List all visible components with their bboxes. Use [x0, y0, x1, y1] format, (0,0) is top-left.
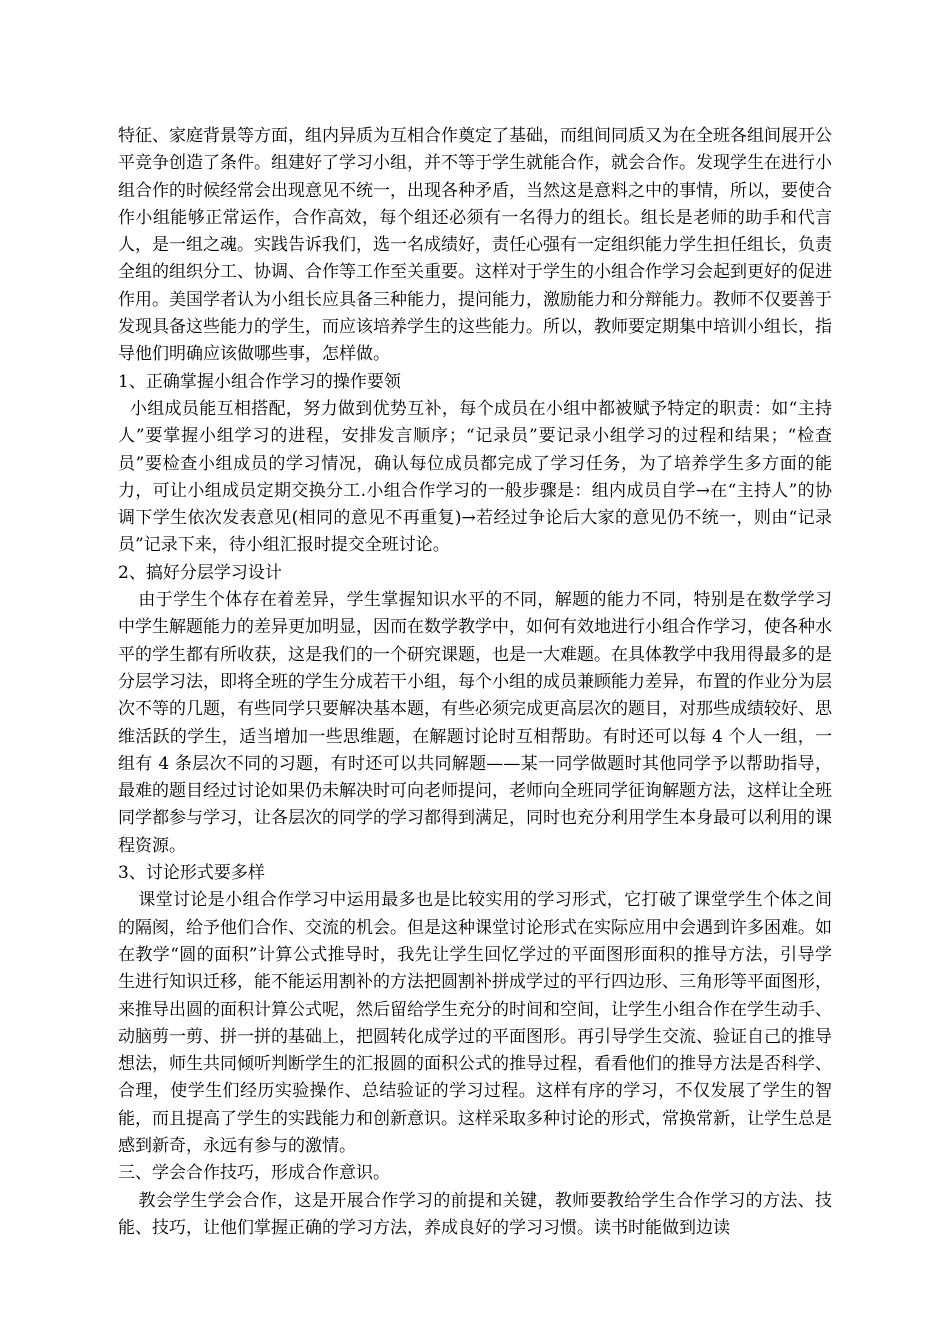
body-paragraph: 由于学生个体存在着差异，学生掌握知识水平的不同，解题的能力不同，特别是在数学学习中学生解题能力的差异更加明显，因而在数学教学中，如何有效地进行小组合作学习，使各种水平的学生都有所收获，这是我们的一个研究课题，也是一大难题。在具体教学中我用得最多的是分层学习法，即将全班的学生分成若干小组，每个小组的成员兼顾能力差异，布置的作业分为层次不等的几题，有些同学只要解决基本题，有些必须完成更高层次的题目，对那些成绩较好、思维活跃的学生，适当增加一些思维题，在解题讨论时互相帮助。有时还可以每 4 个人一组，一组有 4 条层次不同的习题，有时还可以共同解题——某一同学做题时其他同学予以帮助指导，最难的题目经过讨论如果仍未解决时可向老师提问，老师向全班同学征询解题方法，这样让全班同学都参与学习，让各层次的同学的学习都得到满足，同时也充分利用学生本身最可以利用的课程资源。	[118, 590, 832, 856]
body-paragraph: 特征、家庭背景等方面，组内异质为互相合作奠定了基础，而组间同质又为在全班各组间展开公平竞争创造了条件。组建好了学习小组，并不等于学生就能合作，就会合作。发现学生在进行小组合作的时候经常会出现意见不统一，出现各种矛盾，当然这是意料之中的事情，所以，要使合作小组能够正常运作，合作高效，每个组还必须有一名得力的组长。组长是老师的助手和代言人，是一组之魂。实践告诉我们，选一名成绩好，责任心强有一定组织能力学生担任组长，负责全组的组织分工、协调、合作等工作至关重要。这样对于学生的小组合作学习会起到更好的促进作用。美国学者认为小组长应具备三种能力，提问能力，激励能力和分辩能力。教师不仅要善于发现具备这些能力的学生，而应该培养学生的这些能力。所以，教师要定期集中培训小组长，指导他们明确应该做哪些事，怎样做。	[118, 126, 832, 365]
document-page	[118, 123, 832, 1242]
section-heading: 3、讨论形式要多样	[118, 863, 265, 884]
section-heading: 1、正确掌握小组合作学习的操作要领	[118, 371, 401, 392]
body-paragraph: 课堂讨论是小组合作学习中运用最多也是比较实用的学习形式，它打破了课堂学生个体之间的隔阂，给予他们合作、交流的机会。但是这种课堂讨论形式在实际应用中会遇到许多困难。如在教学“圆的面积”计算公式推导时，我先让学生回忆学过的平面图形面积的推导方法，引导学生进行知识迁移，能不能运用割补的方法把圆割补拼成学过的平行四边形、三角形等平面图形，来推导出圆的面积计算公式呢，然后留给学生充分的时间和空间，让学生小组合作在学生动手、动脑剪一剪、拼一拼的基础上，把圆转化成学过的平面图形。再引导学生交流、验证自己的推导想法，师生共同倾听判断学生的汇报圆的面积公式的推导过程，看看他们的推导方法是否科学、合理，使学生们经历实验操作、总结验证的学习过程。这样有序的学习，不仅发展了学生的智能，而且提高了学生的实践能力和创新意识。这样采取多种讨论的形式，常换常新，让学生总是感到新奇，永远有参与的激情。	[118, 890, 832, 1156]
section-heading: 三、学会合作技巧，形成合作意识。	[118, 1163, 390, 1184]
section-heading: 2、搞好分层学习设计	[118, 562, 282, 583]
body-paragraph: 小组成员能互相搭配，努力做到优势互补，每个成员在小组中都被赋予特定的职责：如“主持人”要掌握小组学习的进程，安排发言顺序；“记录员”要记录小组学习的过程和结果；“检查员”要检查小组成员的学习情况，确认每位成员都完成了学习任务，为了培养学生多方面的能力，可让小组成员定期交换分工.小组合作学习的一般步骤是：组内成员自学→在“主持人”的协调下学生依次发表意见(相同的意见不再重复)→若经过争论后大家的意见仍不统一，则由“记录员”记录下来，待小组汇报时提交全班讨论。	[118, 398, 832, 556]
body-paragraph: 教会学生学会合作，这是开展合作学习的前提和关键，教师要教给学生合作学习的方法、技能、技巧，让他们掌握正确的学习方法，养成良好的学习习惯。读书时能做到边读	[118, 1190, 832, 1238]
